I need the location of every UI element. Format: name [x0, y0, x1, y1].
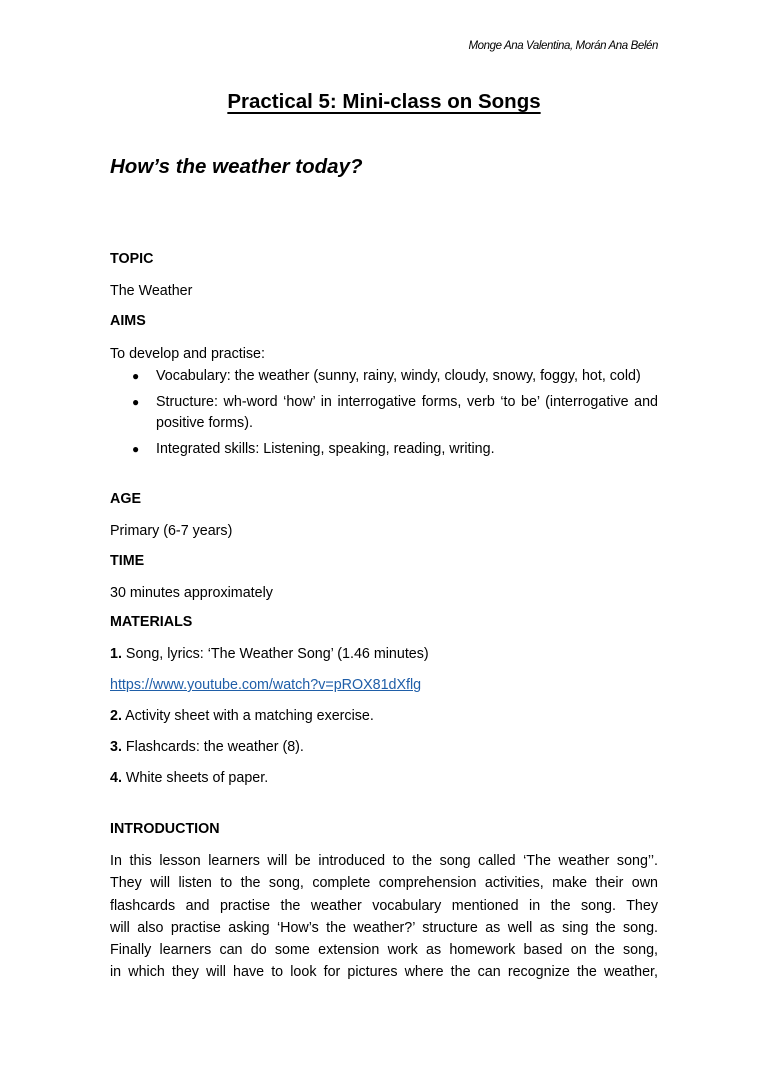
materials-item-number: 4. [110, 770, 122, 786]
introduction-line: in which they will have to look for pictures where the can recognize the weather, [110, 964, 658, 981]
materials-item-2 [110, 708, 374, 724]
page-subtitle: How’s the weather today? [110, 155, 363, 178]
song-link[interactable]: https://www.youtube.com/watch?v=pROX81dXflg [110, 677, 422, 693]
topic-text: The Weather [110, 283, 193, 299]
materials-item-4 [110, 770, 268, 786]
age-heading: AGE [110, 491, 141, 507]
introduction-line: Finally learners can do some extension work as homework based on the song, [110, 942, 658, 959]
materials-item-text: Song, lyrics: ‘The Weather Song’ (1.46 minutes) [121, 646, 429, 662]
materials-item-number: 2. [110, 708, 122, 724]
bullet-icon: ● [132, 369, 140, 383]
aims-bullet-text: Vocabulary: the weather (sunny, rainy, windy, cloudy, snowy, foggy, hot, cold) [156, 368, 641, 384]
list-item [110, 439, 658, 460]
introduction-line: They will listen to the song, complete comprehension activities, make their own [110, 875, 658, 892]
aims-bullet-text: Integrated skills: Listening, speaking, reading, writing. [156, 441, 495, 457]
time-text: 30 minutes approximately [110, 585, 273, 601]
introduction-heading: INTRODUCTION [110, 821, 220, 837]
bullet-icon: ● [132, 442, 140, 456]
introduction-line: In this lesson learners will be introduced to the song called ‘The weather song’’. [110, 853, 658, 869]
aims-intro: To develop and practise: [110, 346, 265, 362]
materials-item-text: Flashcards: the weather (8). [121, 739, 304, 755]
list-item [110, 392, 658, 434]
materials-item-3 [110, 739, 304, 755]
topic-heading: TOPIC [110, 251, 154, 267]
introduction-line: flashcards and practise the weather vocabulary mentioned in the song. They [110, 897, 658, 914]
materials-item-number: 3. [110, 739, 122, 755]
aims-bullet-text: Structure: wh-word ‘how’ in interrogative forms, verb ‘to be’ (interrogative and positive forms). [156, 394, 658, 431]
materials-item-text: White sheets of paper. [121, 770, 269, 786]
introduction-line: will also practise asking ‘How’s the weather?’ structure as well as sing the song. [110, 919, 658, 936]
materials-heading: MATERIALS [110, 614, 193, 630]
time-heading: TIME [110, 553, 145, 569]
age-text: Primary (6-7 years) [110, 523, 233, 539]
materials-item-number: 1. [110, 646, 122, 662]
introduction-paragraph [110, 850, 658, 984]
materials-item-text: Activity sheet with a matching exercise. [121, 708, 374, 724]
materials-item-1 [110, 646, 429, 662]
list-item [110, 366, 658, 387]
aims-heading: AIMS [110, 313, 146, 329]
aims-bullet-list [110, 366, 658, 465]
header-authors: Monge Ana Valentina, Morán Ana Belén [468, 40, 658, 52]
bullet-icon: ● [132, 395, 140, 409]
page-title: Practical 5: Mini-class on Songs [227, 90, 541, 113]
